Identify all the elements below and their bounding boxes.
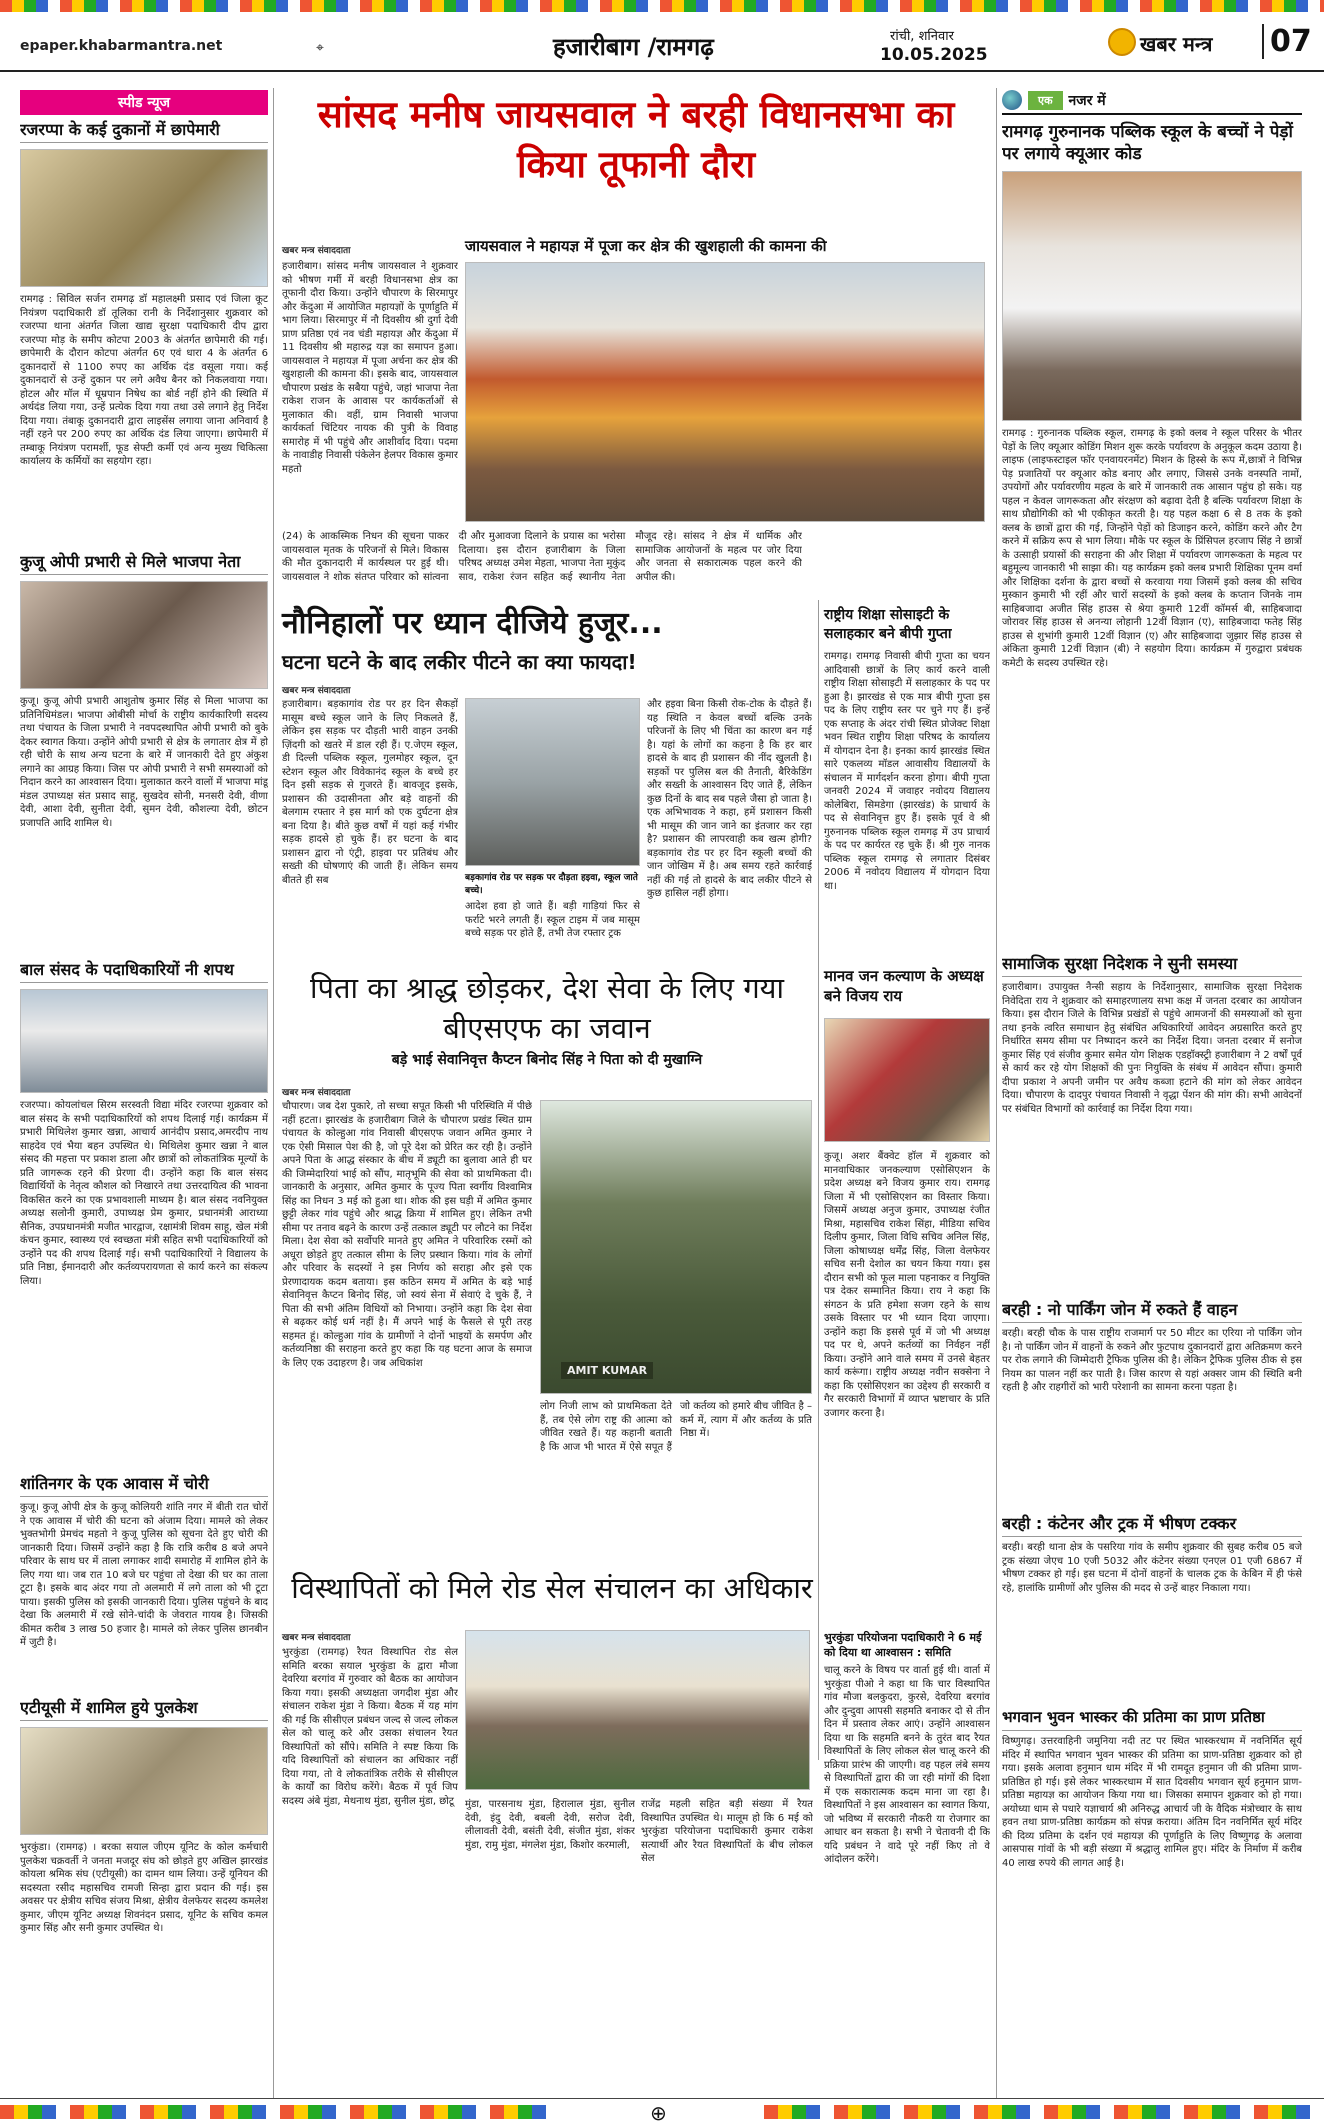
lead-body-continued: (24) के आकस्मिक निधन की सूचना पाकर जायसवाल मृतक के परिजनों से मिले। विकास की मौत दुकानदारी में कार्यस्थल पर हुई थी। जायसवाल ने शोक संतप्त परिवार को सांत्वना दी और मुआवजा दिलाने के प्रयास का भरोसा दिलाया। इस दौरान हजारीबाग के जिला परिषद अध्यक्ष उमेश मेहता, भाजपा नेता मुकुंद साव, राकेश रंजन सहित कई स्थानीय नेता मौजूद रहे। सांसद ने क्षेत्र में धार्मिक और सामाजिक आयोजनों के महत्व पर जोर दिया और जनता से सकारात्मक पहल करने की अपील की। — [282, 531, 802, 583]
story-photo — [465, 1630, 810, 1790]
color-registration-strip — [0, 0, 1324, 12]
feature-body: चौपारण। जब देश पुकारे, तो सच्चा सपूत किसी भी परिस्थिति में पीछे नहीं हटता। झारखंड के हजारीबाग जिले के चौपारण प्रखंड स्थित ग्राम पंचायत के कोल्हुआ गांव निवासी बीएसएफ जवान अमित कुमार ने एक ऐसी मिसाल पेश की है, जो पूरे देश को प्रेरित कर रही है। उन्होंने अपने पिता के आद्ध संस्कार के बीच में ड्यूटी का बुलावा आते ही घर की जिम्मेदारियां भाई को सौंप, मातृभूमि की सेवा को प्राथमिकता दी। जानकारी के अनुसार, अमित कुमार के पूज्य पिता स्वर्गीय विश्वामित्र सिंह का निधन 3 मई को हुआ था। शोक की इस घड़ी में अमित कुमार छुट्टी लेकर गांव पहुंचे और श्राद्ध क्रिया में शामिल हुए। लेकिन तभी सीमा पर तनाव बढ़ने के कारण उन्हें तत्काल ड्यूटी पर लौटने का निर्देश मिला। देश सेवा को सर्वोपरि मानते हुए अमित ने परिवारिक रस्मों को अधूरा छोड़ते हुए तत्काल सीमा के लिए प्रस्थान किया। गांव के लोगों और परिवार के सदस्यों ने इस निर्णय को सराहा और इसे एक प्रेरणादायक कदम बताया। इस कठिन समय में अमित के बड़े भाई सेवानिवृत्त कैप्टन बिनोद सिंह, जो स्वयं सेना में सेवाएं दे चुके हैं, ने पिता की सभी अंतिम विधियों को निभाया। उन्होंने कहा कि देश सेवा से बढ़कर कोई धर्म नहीं है। मैं अपने भाई के फैसले से पूरी तरह सहमत हूं। कोल्हुआ गांव के ग्रामीणों ने दोनों भाइयों के समर्पण और कर्तव्यनिष्ठा की सराहना करते हुए कहा कि यह घटना आज के समाज के लिए एक उदाहरण है। जब अधिकांश — [282, 1101, 532, 1369]
story-body: विष्णुगढ़। उत्तरवाहिनी जमुनिया नदी तट पर स्थित भास्करधाम में नवनिर्मित सूर्य मंदिर में स्थापित भगवान भुवन भास्कर की प्रतिमा का प्राण-प्रतिष्ठा शुक्रवार को हो गया। इसके अलावा हनुमान धाम मंदिर में भी रामदूत हनुमान जी की प्रतिमा प्राण-प्रतिष्ठित हो गई। इसे लेकर भास्करधाम में सात दिवसीय भगवान सूर्य हनुमान प्राण-प्रतिष्ठा महायज्ञ का आयोजन किया गया था। जिसका समापन शुक्रवार को हो गया। अयोध्या धाम से पधारे यज्ञाचार्य श्री अनिरुद्ध आचार्य जी के वैदिक मंत्रोच्चार के साथ हवन तथा प्राण-प्रतिष्ठा कार्यक्रम को संपन्न कराया। अंतिम दिन नवनिर्मित सूर्य मंदिर की दिव्य प्रतिमा के दर्शन एवं महायज्ञ की पूर्णाहुति के लिए विष्णुगढ़ के अलावा आसपास गांवों के भी बड़ी संख्या में श्रद्धालु शामिल हुए। मंदिर के निर्माण में करीब 40 लाख रुपये की लागत आई है। — [1002, 1736, 1302, 1869]
brand-logo — [1108, 28, 1136, 56]
lead-photo — [465, 262, 985, 522]
section-title: हजारीबाग /रामगढ़ — [553, 33, 714, 61]
left-column — [20, 90, 268, 2090]
story-body-continued: राजेंद्र महली सहित बड़ी संख्या में रैयत विस्थापित उपस्थित थे। मालूम हो कि 6 मई को भुरकुंडा परियोजना पदाधिकारी कुमार राकेश सत्यार्थी और रैयत विस्थापितों के बीच लोकल सेल — [641, 1799, 813, 1864]
story-body: रामगढ़ : गुरुनानक पब्लिक स्कूल, रामगढ़ के इको क्लब ने स्कूल परिसर के भीतर पेड़ों के लिए क्यूआर कोडिंग मिशन शुरू करके पर्यावरण के अनुकूल कदम उठाया है। लाइफ (लाइफस्टाइल फॉर एनवायरनमेंट) मिशन के हिस्से के रूप में,छात्रों ने विभिन्न पेड़ प्रजातियों पर क्यूआर कोड बनाए और लगाए, जिससे उनके वनस्पति नामों, उपयोगों और पर्यावरणीय महत्व के बारे में जानकारी तक आसान पहुंच हो सके। यह पहल न केवल जागरूकता और संरक्षण को बढ़ावा देती है बल्कि पर्यावरण शिक्षा के साथ प्रौद्योगिकी को भी एकीकृत करती है। यह पहल कक्षा 6 से 8 तक के इको क्लब के छात्रों द्वारा की गई, जिन्होंने पेड़ों को डिजाइन करने, कोडिंग करने और टैग करने में सक्रिय रूप से भाग लिया। मौके पर स्कूल के प्रिंसिपल हरजाप सिंह ने छात्रों के उत्साही प्रयासों की सराहना की और शिक्षा में पर्यावरण जागरूकता के महत्व पर बहुमूल्य जानकारी भी साझा की। यह कार्यक्रम इको क्लब प्रभारी शिक्षिका पूनम वर्मा और शिक्षिका दर्शना के द्वारा बच्चों से करवाया गया जिसमें इको क्लब की सचिव मुस्कान कुमारी भी रहीं और चारों सदस्यों के इको क्लब के कप्तान जिनके नाम साहिबजादा अजीत सिंह हाउस से श्रेया कुमारी 12वीं कॉमर्स बी, साहिबजादा जोरावर सिंह हाउस से अनन्या लोहानी 12वीं विज्ञान (ए), साहिबजादा फतेह सिंह हाउस से शुभांगी कुमारी 12वीं विज्ञान (ए) और साहिबजादा जुझार सिंह हाउस से अंकिता कुमारी 12वीं विज्ञान (बी) ने सहयोग दिया। कार्यक्रम में गुरुद्वारा प्रबंधक कमेटी के सदस्य उपस्थित रहे। — [1002, 428, 1302, 669]
story-body: कुजू। अशर बैंक्वेट हॉल में शुक्रवार को मानवाधिकार जनकल्याण एसोसिएशन के प्रदेश अध्यक्ष बने विजय कुमार राय। रामगढ़ जिला में भी एसोसिएशन का विस्तार किया। जिसमें अध्यक्ष अनुज कुमार, उपाध्यक्ष रंजीत मिश्रा, महासचिव राकेश सिंहा, मीडिया सचिव दिलीप कुमार, जिला विधि सचिव अनिल सिंह, जिला कोषाध्यक्ष धर्मेंद्र सिंह, जिला वेलफेयर सचिव सनी देशोल का चयन किया गया। इस दौरान सभी को फूल माला पहनाकर व नियुक्ति पत्र देकर सम्मानित किया। राय ने कहा कि संगठन के प्रति हमेशा सजग रहने के साथ उसके विस्तार पर भी ध्यान दिया जाएगा। उन्होंने कहा कि इससे पूर्व में जो भी अध्यक्ष पद पर थे, अपने कर्तव्यों का निर्वहन नहीं किया। उन्होंने आने वाले समय में उनसे बेहतर कार्य करूंगा। राष्ट्रीय अध्यक्ष नवीन सक्सेना ने कहा कि एसोसिएशन का उद्देश्य ही सरकारी व गैर सरकारी विभागों में व्याप्त भ्रष्टाचार के प्रति उजागर करना है। — [824, 1151, 990, 1419]
story-title: बरही : नो पार्किंग जोन में रुकते हैं वाहन — [1002, 1299, 1302, 1323]
lead-photo-left — [282, 195, 458, 235]
feature-headline: पिता का श्राद्ध छोड़कर, देश सेवा के लिए गया बीएसएफ का जवान — [310, 971, 784, 1045]
feature-subheadline: बड़े भाई सेवानिवृत्त कैप्टन बिनोद सिंह ने पिता को दी मुखाग्नि — [391, 1052, 703, 1068]
ek-label: एक — [1028, 91, 1063, 110]
globe-icon — [1002, 90, 1022, 110]
story-body: कुजू। कुजू ओपी प्रभारी आशुतोष कुमार सिंह से मिला भाजपा का प्रतिनिधिमंडल। भाजपा ओबीसी मोर्चा के राष्ट्रीय कार्यकारिणी सदस्य तथा पंचायत के जिला प्रभारी ने नवपदस्थापित ओपी प्रभारी को बुके देकर स्वागत किया। उन्होंने ओपी प्रभारी से क्षेत्र के लगातार क्षेत्र में हो रही चोरी के साथ अन्य घटना के बारे में जानकारी देते हुए अंकुश लगाने का आग्रह किया। जिस पर ओपी प्रभारी ने सभी समस्याओं को निदान करने का आश्वासन दिया। मुलाकात करने वालों में भाजपा मांडू मंडल उपाध्यक्ष संत प्रसाद साहू, सुखदेव सोनी, मनसरी देवी, वीणा देवी, आशा देवी, सुनीता देवी, सुमन देवी, कौशल्या देवी, छोटन प्रजापति आदि शामिल थे। — [20, 696, 268, 829]
story-title: कुजू ओपी प्रभारी से मिले भाजपा नेता — [20, 551, 268, 575]
story-photo — [1002, 171, 1302, 421]
story-photo — [465, 698, 640, 866]
column-rule — [273, 88, 274, 2098]
crosshair-icon: ⊕ — [650, 2101, 667, 2125]
brand-name: खबर मन्त्र — [1140, 32, 1213, 56]
story-photo — [824, 1018, 990, 1142]
story-title: सामाजिक सुरक्षा निदेशक ने सुनी समस्या — [1002, 953, 1302, 977]
byline: खबर मन्त्र संवाददाता — [282, 1088, 351, 1098]
issue-date: 10.05.2025 — [880, 45, 988, 65]
story-headline: विस्थापितों को मिले रोड सेल संचालन का अधिकार — [291, 1571, 813, 1605]
story-subheadline: घटना घटने के बाद लकीर पीटने का क्या फायदा! — [282, 650, 637, 674]
right-column — [1002, 90, 1302, 2090]
byline: खबर मन्त्र संवाददाता — [282, 686, 351, 696]
masthead — [0, 0, 1324, 72]
soldier-portrait — [540, 1100, 812, 1394]
story-title: रजरप्पा के कई दुकानों में छापेमारी — [20, 119, 268, 143]
story-body: रजरप्पा। कोयलांचल सिरम सरस्वती विद्या मंदिर रजरप्पा शुक्रवार को बाल संसद के सभी पदाधिकारियों को शपथ दिलाई गई। कार्यक्रम में प्रभारी मिथिलेश कुमार खन्ना, आचार्य आनंदीप प्रसाद,अमरदीप नाथ साहदेव एवं भैया बहन उपस्थित थे। मिथिलेश कुमार खन्ना ने बाल संसद की महत्ता पर प्रकाश डाला और छात्रों को लोकतांत्रिक मूल्यों के प्रति जागरूक रहने की प्रेरणा दी। उन्होंने कहा कि बाल संसद विद्यार्थियों के नेतृत्व कौशल को निखारने तथा उत्तरदायित्व की भावना विकसित करने का एक प्रभावशाली माध्यम है। बाल संसद नवनियुक्त अध्यक्ष सलोनी कुमारी, उपाध्यक्ष प्रेम कुमार, प्रधानमंत्री आराध्या सैनिक, उपप्रधानमंत्री मजीत भारद्वाज, रक्षामंत्री शिवम साहू, खेल मंत्री कंचन कुमार, स्वास्थ्य एवं स्वच्छता मंत्री सहित सभी पदाधिकारियों को उन्होंने पद की शपथ दिलाई गई। सभी पदाधिकारियों ने विद्यालय के प्रति निष्ठा, ईमानदारी और कर्तव्यपरायणता से कार्य करने का संकल्प लिया। — [20, 1100, 268, 1287]
feature-body-continued: लोग निजी लाभ को प्राथमिकता देते हैं, तब ऐसे लोग राष्ट्र की आत्मा को जीवित रखते हैं। यह कहानी बताती है कि आज भी भारत में ऐसे सपूत हैं जो कर्तव्य को हमारे बीच जीवित है – कर्म में, त्याग में और कर्तव्य के प्रति निष्ठा में। — [540, 1401, 812, 1453]
city-day: रांची, शनिवार — [890, 29, 954, 44]
byline: खबर मन्त्र संवाददाता — [282, 246, 351, 256]
name-tag: AMIT KUMAR — [561, 1362, 653, 1379]
site-url[interactable]: epaper.khabarmantra.net — [20, 38, 223, 54]
story-body: बरही। बरही चौक के पास राष्ट्रीय राजमार्ग पर 50 मीटर का एरिया नो पार्किंग जोन है। नो पार्किंग जोन में वाहनों के रुकने और फुटपाथ दुकानदारों द्वारा अतिक्रमण करने पर रोक लगाने की जिम्मेदारी ट्रैफिक पुलिस की है। लेकिन ट्रैफिक पुलिस ठीक से इस नियम का पालन नहीं कर पाती है। जिस कारण से यहां अक्सर जाम की स्थिति बनी रहती है और राहगीरों को भारी परेशानी का सामना करना पड़ता है। — [1002, 1328, 1302, 1393]
story-photo — [20, 149, 268, 287]
story-body: कुजू। कुजू ओपी क्षेत्र के कुजू कोलियरी शांति नगर में बीती रात चोरों ने एक आवास में चोरी की घटना को अंजाम दिया। मामले को लेकर भुक्तभोगी प्रेमचंद महतो ने कुजू पुलिस को सूचना देते हुए चोरी की जानकारी दिया। जिसमें उन्होंने कहा है कि रात्रि करीब 8 बजे अपने परिवार के साथ घर में ताला लगाकर शादी समारोह में शामिल होने के लिए गया था। जब रात 10 बजे घर पहुंचा तो देखा की घर का ताला टूटा है। इसके बाद अंदर गया तो अलमारी में लगे ताला को भी टूटा पाया। इसकी पुलिस को इसकी जानकारी दिया। पुलिस पहुंचने के बाद देखा कि अलमारी में रखे सोने-चांदी के जेवरात गायब है। जिसकी कीमत करीब 3 लाख 50 हजार है। मामले को लेकर पुलिस छानबीन में जुटी है। — [20, 1502, 268, 1648]
story-title: भगवान भुवन भास्कर की प्रतिमा का प्राण प्रतिष्ठा — [1002, 1707, 1302, 1731]
photo-caption: बड़कागांव रोड पर सड़क पर दौड़ता हइवा, स्कूल जाते बच्चे। — [465, 873, 638, 896]
story-photo — [20, 1727, 268, 1835]
story-body: बरही। बरही थाना क्षेत्र के पसरिया गांव के समीप शुक्रवार की सुबह करीब 05 बजे ट्रक संख्या जेएच 10 एजी 5032 और कंटेनर संख्या एनएल 01 एजी 6867 में भीषण टक्कर हो गई। इस घटना में दोनों वाहनों के चालक ट्रक के केबिन में ही फंसे रहे, हालांकि ग्रामीणों और पुलिस की मदद से उन्हें बाहर निकाला गया। — [1002, 1542, 1302, 1594]
story-title: मानव जन कल्याण के अध्यक्ष बने विजय राय — [824, 967, 984, 1005]
page-number: 07 — [1262, 24, 1312, 59]
lead-subheadline: जायसवाल ने महायज्ञ में पूजा कर क्षेत्र की खुशहाली की कामना की — [465, 237, 827, 255]
story-body-continued: मुंडा, पारसनाथ मुंडा, हिरालाल मुंडा, सुनील देवी, इंदु देवी, बबली देवी, सरोज देवी, लीलावती देवी, बसंती देवी, संजीत मुंडा, शंकर मुंडा, रामु मुंडा, मंगलेश मुंडा, किशोर करमाली, — [465, 1799, 635, 1851]
story-body-continued: और हइवा बिना किसी रोक-टोक के दौड़ते हैं। यह स्थिति न केवल बच्चों बल्कि उनके परिजनों के लिए भी चिंता का कारण बन गई है। यहां के लोगों का कहना है कि हर बार हादसे के बाद ही प्रशासन की नींद खुलती है। सड़कों पर पुलिस बल की तैनाती, बैरिकेडिंग और सख्ती के आश्वासन दिए जाते हैं, लेकिन कुछ दिनों के बाद सब पहले जैसा हो जाता है। एक अभिभावक ने कहा, हमें प्रशासन किसी भी मासूम की जान जाने का इंतजार कर रहा है? प्रशासन की लापरवाही कब खत्म होगी? बड़कागांव रोड पर हर दिन स्कूली बच्चों की जान जोखिम में है। अब समय रहते कार्रवाई नहीं की गई तो हादसे के बाद लकीर पीटने से कुछ हासिल नहीं होगा। — [647, 699, 812, 899]
story-title: रामगढ़ गुरुनानक पब्लिक स्कूल के बच्चों ने पेड़ों पर लगाये क्यूआर कोड — [1002, 122, 1293, 164]
speed-news-banner: स्पीड न्यूज — [20, 90, 268, 115]
najar-label: नजर में — [1068, 92, 1106, 109]
cursor-icon: ⌖ — [316, 40, 324, 56]
color-registration-strip — [764, 2105, 1324, 2119]
story-title: शांतिनगर के एक आवास में चोरी — [20, 1473, 268, 1497]
story-title: एटीयूसी में शामिल हुये पुलकेश — [20, 1697, 268, 1721]
story-title: बाल संसद के पदाधिकारियों नी शपथ — [20, 959, 268, 983]
byline: खबर मन्त्र संवाददाता — [282, 1633, 351, 1643]
story-title: बरही : कंटेनर और ट्रक में भीषण टक्कर — [1002, 1513, 1302, 1537]
footer — [0, 2098, 1324, 2125]
story-title: भुरकुंडा परियोजना पदाधिकारी ने 6 मई को दिया था आश्वासन : समिति — [824, 1631, 982, 1659]
lead-body: हजारीबाग। सांसद मनीष जायसवाल ने शुक्रवार को भीषण गर्मी में बरही विधानसभा क्षेत्र का तूफानी दौरा किया। उन्होंने चौपारण के सिरमापुर और केंदुआ में आयोजित महायज्ञों के पूर्णाहुति में भाग लिया। सिरमापुर में नौ दिवसीय श्री दुर्गा देवी प्राण प्रतिष्ठा एवं नव चंडी महायज्ञ और केंदुआ में 11 दिवसीय श्री महारुद्र यज्ञ का समापन हुआ। जायसवाल ने महायज्ञ में पूजा अर्चना कर क्षेत्र की खुशहाली की कामना की। इसके बाद, जायसवाल चौपारण प्रखंड के सबैया पहुंचे, जहां भाजपा नेता राकेश राजन के आवास पर कार्यकर्ताओं से मुलाकात की। वहीं, ग्राम निवासी भाजपा कार्यकर्ता चिंटियर नायक की पुत्री के विवाह समारोह में भी पहुंचे और आशीर्वाद दिया। पदमा के नावाडीह निवासी पंकेलेन हेलपर विकास कुमार महतो — [282, 261, 458, 475]
lead-headline: सांसद मनीष जायसवाल ने बरही विधानसभा का किया तूफानी दौरा — [317, 93, 955, 186]
story-photo — [20, 989, 268, 1093]
story-body: चालू करने के विषय पर वार्ता हुई थी। वार्ता में भुरकुंडा पीओ ने कहा था कि चार विस्थापित गांव मौजा बलकुदरा, कुरसे, देवरिया बरगांव और दुन्दुवा आपसी सहमति बनाकर दो से तीन दिन में प्रस्ताव लेकर आएं। उन्होंने आश्वासन दिया था कि सहमति बनने के तुरंत बाद रैयत विस्थापितों के लिए लोकल सेल चालू करने की प्रक्रिया प्रारंभ की जाएगी। वह पहल लंबे समय से विस्थापितों द्वारा की जा रही मांगों की दिशा में एक सकारात्मक कदम माना जा रहा है। विस्थापितों ने इस आश्वासन का स्वागत किया, जो भविष्य में सरकारी नौकरी या रोजगार का आधार बन सकता है। सभी ने चेतावनी दी कि यदि प्रबंधन ने वादे पूरे नहीं किए तो वे आंदोलन करेंगे। — [824, 1665, 990, 1865]
story-headline: नौनिहालों पर ध्यान दीजिये हुजूर... — [282, 606, 663, 641]
story-body: हजारीबाग। बड़कागांव रोड पर हर दिन सैकड़ों मासूम बच्चे स्कूल जाने के लिए निकलते हैं, लेकिन इस सड़क पर दौड़ती भारी वाहन उनकी ज़िंदगी को खतरे में डाल रही हैं। ए.जेएम स्कूल, डी दिल्ली पब्लिक स्कूल, गुलमोहर स्कूल, दून स्टेशन स्कूल और विवेकानंद स्कूल के बच्चे हर दिन इसी सड़क से गुजरते हैं। बावजूद इसके, प्रशासन की उदासीनता और बड़े वाहनों की बेलगाम रफ्तार ने इस मार्ग को एक दुर्घटना क्षेत्र बना दिया है। बीते कुछ वर्षों में यहां कई गंभीर सड़क हादसे हो चुके हैं। हर घटना के बाद प्रशासन द्वारा नो एंट्री, हाइवा पर प्रतिबंध और सख्ती की घोषणाएं की जाती हैं। लेकिन समय बीतते ही सब — [282, 699, 458, 886]
story-body: रामगढ़ : सिविल सर्जन रामगढ़ डॉ महालक्ष्मी प्रसाद एवं जिला कूट नियंत्रण पदाधिकारी डॉ तूलिका रानी के निर्देशानुसार शुक्रवार को रजरप्पा थाना अंतर्गत जिला खाद्य सुरक्षा पदाधिकारी दीप द्वारा रजरप्पा मोड़ के समीप कोटपा 2003 के अंतर्गत छापेमारी की गई। छापेमारी के दौरान कोटपा अंतर्गत 6ए एवं धारा 4 के अंतर्गत 6 दुकानदारों से 1100 रुपए का अर्थिक दंड वसूला गया। कई दुकानदारों से उन्हें दुकान पर लगे अवैध बैनर को निकलवाया गया। होटल और मॉल में धूम्रपान निषेध का बोर्ड नहीं होने की स्थिति में अर्थदंड लिया गया, उन्हें प्रत्येक दिया गया तथा उसे लगाने हेतु निर्देश दिया गया। तंबाकू दुकानदारी द्वारा लाइसेंस लगाया जाना अनिवार्य है नहीं रहने पर 200 रुपए का अर्थिक दंड लिया जाएगा। छापेमारी में तम्बाकू नियंत्रण परामर्शी, फूड सेफ्टी कर्मी एवं अन्य मुख्य चिकित्सा कार्यालय के कर्मियों का सहयोग रहा। — [20, 294, 268, 467]
story-body: हजारीबाग। उपायुक्त नैन्सी सहाय के निर्देशानुसार, सामाजिक सुरक्षा निदेशक निवेदिता राय ने शुक्रवार को समाहरणालय सभा कक्ष में जनता दरबार का आयोजन किया। इस दौरान जिले के विभिन्न प्रखंडों से पहुंचे आमजनों की समस्याओं को सुना तथा इनके त्वरित समाधान हेतु संबंधित अधिकारियों आवेदन अग्रसारित करते हुए निर्धारित समय सीमा पर निष्पादन करने का निर्देश दिया। जनता दरबार में सनोज कुमार सिंह एवं संजीव कुमार समेत योग शिक्षक एडहॉक्स्ट्री हजारीबाग ने 2 वर्षों पूर्व से कार्य कर रहे योग शिक्षकों की पुनः नियुक्ति के संबंध में आवेदन सौंपा। कुमारी दीपा प्रकाश ने अपनी जमीन पर अवैध कब्जा हटाने की मांग को लेकर आवेदन दिया। चौपारण के दादपुर पंचायत निवासी ने वृद्धा पेंशन की मांग की। सभी आवेदनों पर संबंधित विभागों को कार्रवाई का निर्देश दिया गया। — [1002, 982, 1302, 1115]
color-registration-strip — [0, 2105, 560, 2119]
story-body: भुरकुंडा। (रामगढ़) । बरका सयाल जीएम यूनिट के कोल कर्मचारी पुलकेश चक्रवर्ती ने जनता मजदूर संघ को छोड़ते हुए अखिल झारखंड कोयला श्रमिक संघ (एटीयूसी) का दामन थाम लिया। उन्हें यूनियन की सदस्यता रसीद महासचिव रामजी सिन्हा द्वारा प्रदान की गई। इस अवसर पर क्षेत्रीय सचिव संजय मिश्रा, क्षेत्रीय वेलफेयर सदस्य कमलेश कुमार, जीएम यूनिट अध्यक्ष शिवनंदन प्रसाद, यूनिट के सचिव कमल कुमार सिंह और सनी कुमार उपस्थित थे। — [20, 1842, 268, 1934]
column-rule — [996, 88, 997, 2098]
story-photo — [20, 581, 268, 689]
story-body-continued: आदेश हवा हो जाते हैं। बड़ी गाड़ियां फिर से फर्राटे भरने लगती हैं। स्कूल टाइम में जब मासूम बच्चे सड़क पर होते हैं, तभी तेज रफ्तार ट्रक — [465, 901, 640, 939]
story-body: रामगढ़। रामगढ़ निवासी बीपी गुप्ता का चयन आदिवासी छात्रों के लिए कार्य करने वाली राष्ट्रीय शिक्षा सोसाइटी में सलाहकार के पद पर हुआ है। झारखंड से एक मात्र बीपी गुप्ता इस पद के लिए राष्ट्रीय स्तर पर चुने गए हैं। इन्हें एक सप्ताह के अंदर रांची स्थित प्रोजेक्ट शिक्षा भवन स्थित राष्ट्रीय शिक्षा परिषद के कार्यालय में योगदान देना है। इनका कार्य झारखंड स्थित सारे एकलव्य मॉडल आवासीय विद्यालयों के संचालन में मार्गदर्शन करना होगा। बीपी गुप्ता जनवरी 2024 में जवाहर नवोदय विद्यालय कोलेबिरा, सिमडेगा (झारखंड) के प्राचार्य के पद से सेवानिवृत्त हुए हैं। इसके पूर्व वे श्री गुरुनानक पब्लिक स्कूल रामगढ़ में उप प्राचार्य के पद पर कार्यरत रह चुके हैं। श्री गुरु नानक पब्लिक स्कूल रामगढ़ से लगातार दिसंबर 2006 में नवोदय विद्यालय में योगदान दिया था। — [824, 651, 990, 892]
story-body: भुरकुंडा (रामगढ़) रैयत विस्थापित रोड सेल समिति बरका सयाल भुरकुंडा के द्वारा मौजा देवरिया बरगांव में गुरुवार को बैठक का आयोजन किया गया। इसकी अध्यक्षता जगदीश मुंडा और संचालन राकेश मुंडा ने किया। बैठक में यह मांग की गई कि सीसीएल प्रबंधन जल्द से जल्द लोकल सेल को चालू करे और उसका संचालन रैयत विस्थापितों को सौंपे। समिति ने स्पष्ट किया कि यदि विस्थापितों को संचालन का अधिकार नहीं दिया गया, तो वे लोकतांत्रिक तरीके से सीसीएल के कार्यों का विरोध करेंगे। बैठक में पूर्व जिप सदस्य अंबे मुंडा, मेथनाथ मुंडा, सुनील मुंडा, छोटू — [282, 1647, 458, 1807]
story-title: राष्ट्रीय शिक्षा सोसाइटी के सलाहकार बने बीपी गुप्ता — [824, 607, 952, 642]
ek-najar-banner — [1002, 90, 1302, 115]
